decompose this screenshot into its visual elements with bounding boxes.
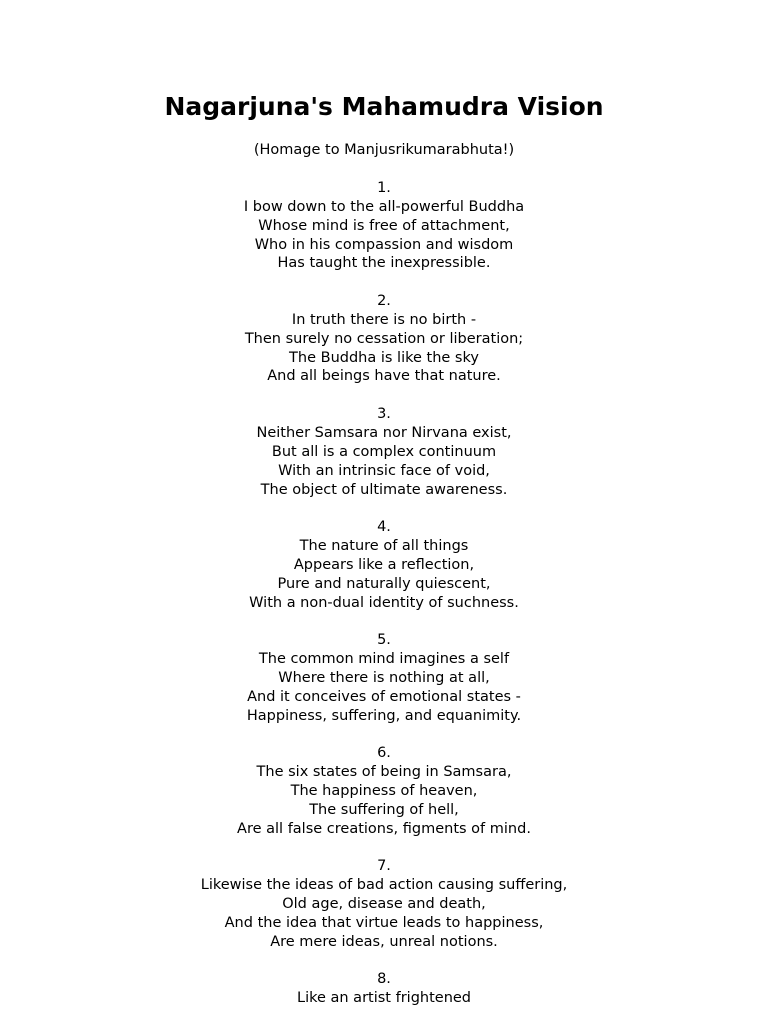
verse-line: The six states of being in Samsara, xyxy=(256,764,512,781)
verse-line: Appears like a reflection, xyxy=(293,556,475,573)
verse-line: I bow down to the all-powerful Buddha xyxy=(243,198,525,215)
stanza-7 xyxy=(0,857,768,951)
verse-line: Then surely no cessation or liberation; xyxy=(244,330,524,347)
stanza-4 xyxy=(0,518,768,612)
verse-line: Like an artist frightened xyxy=(296,990,472,1007)
verse-line: Whose mind is free of attachment, xyxy=(258,217,510,234)
verse-line: The happiness of heaven, xyxy=(290,783,478,799)
verse-line: In truth there is no birth - xyxy=(291,311,477,328)
stanza-number: 3. xyxy=(377,406,391,423)
verse-line: Who in his compassion and wisdom xyxy=(254,236,514,253)
verse-line: Where there is nothing at all, xyxy=(278,669,490,686)
verses-container xyxy=(0,179,768,1027)
verse-line: Neither Samsara nor Nirvana exist, xyxy=(256,424,512,441)
stanza-number: 5. xyxy=(377,632,391,649)
stanza-1 xyxy=(0,179,768,273)
verse-line: The object of ultimate awareness. xyxy=(260,481,508,498)
verse-line: Are all false creations, figments of mind. xyxy=(237,820,531,837)
stanza-number: 4. xyxy=(377,519,391,536)
verse-line: With an intrinsic face of void, xyxy=(278,462,490,479)
verse-line: Are mere ideas, unreal notions. xyxy=(270,933,498,950)
verse-line: Has taught the inexpressible. xyxy=(277,255,491,272)
verse-line: The suffering of hell, xyxy=(309,801,459,818)
stanza-number: 7. xyxy=(377,858,391,875)
verse-line: Happiness, suffering, and equanimity. xyxy=(246,707,522,724)
verse-line: The common mind imagines a self xyxy=(258,651,510,668)
verse-line: Likewise the ideas of bad action causing suffering, xyxy=(200,877,568,894)
stanza-5 xyxy=(0,631,768,725)
verse-line: And all beings have that nature. xyxy=(267,368,501,385)
stanza-6 xyxy=(0,744,768,838)
verse-line: But all is a complex continuum xyxy=(271,443,497,460)
verse-line: With a non-dual identity of suchness. xyxy=(249,594,519,611)
stanza-3 xyxy=(0,405,768,499)
stanza-number: 6. xyxy=(377,745,391,762)
stanza-2 xyxy=(0,292,768,386)
stanza-number: 2. xyxy=(377,293,391,310)
verse-line: The Buddha is like the sky xyxy=(289,349,479,366)
stanza-number: 8. xyxy=(377,971,391,988)
verse-line: Pure and naturally quiescent, xyxy=(277,575,491,592)
document-title: Nagarjuna's Mahamudra Vision xyxy=(164,92,604,121)
verse-line: And the idea that virtue leads to happiness, xyxy=(224,914,544,931)
homage-line: (Homage to Manjusrikumarabhuta!) xyxy=(253,142,515,158)
stanza-number: 1. xyxy=(377,180,391,196)
verse-line: And it conceives of emotional states - xyxy=(247,688,521,705)
verse-line: The nature of all things xyxy=(299,538,469,555)
verse-line: Old age, disease and death, xyxy=(282,896,486,913)
stanza-8 xyxy=(0,970,768,1008)
